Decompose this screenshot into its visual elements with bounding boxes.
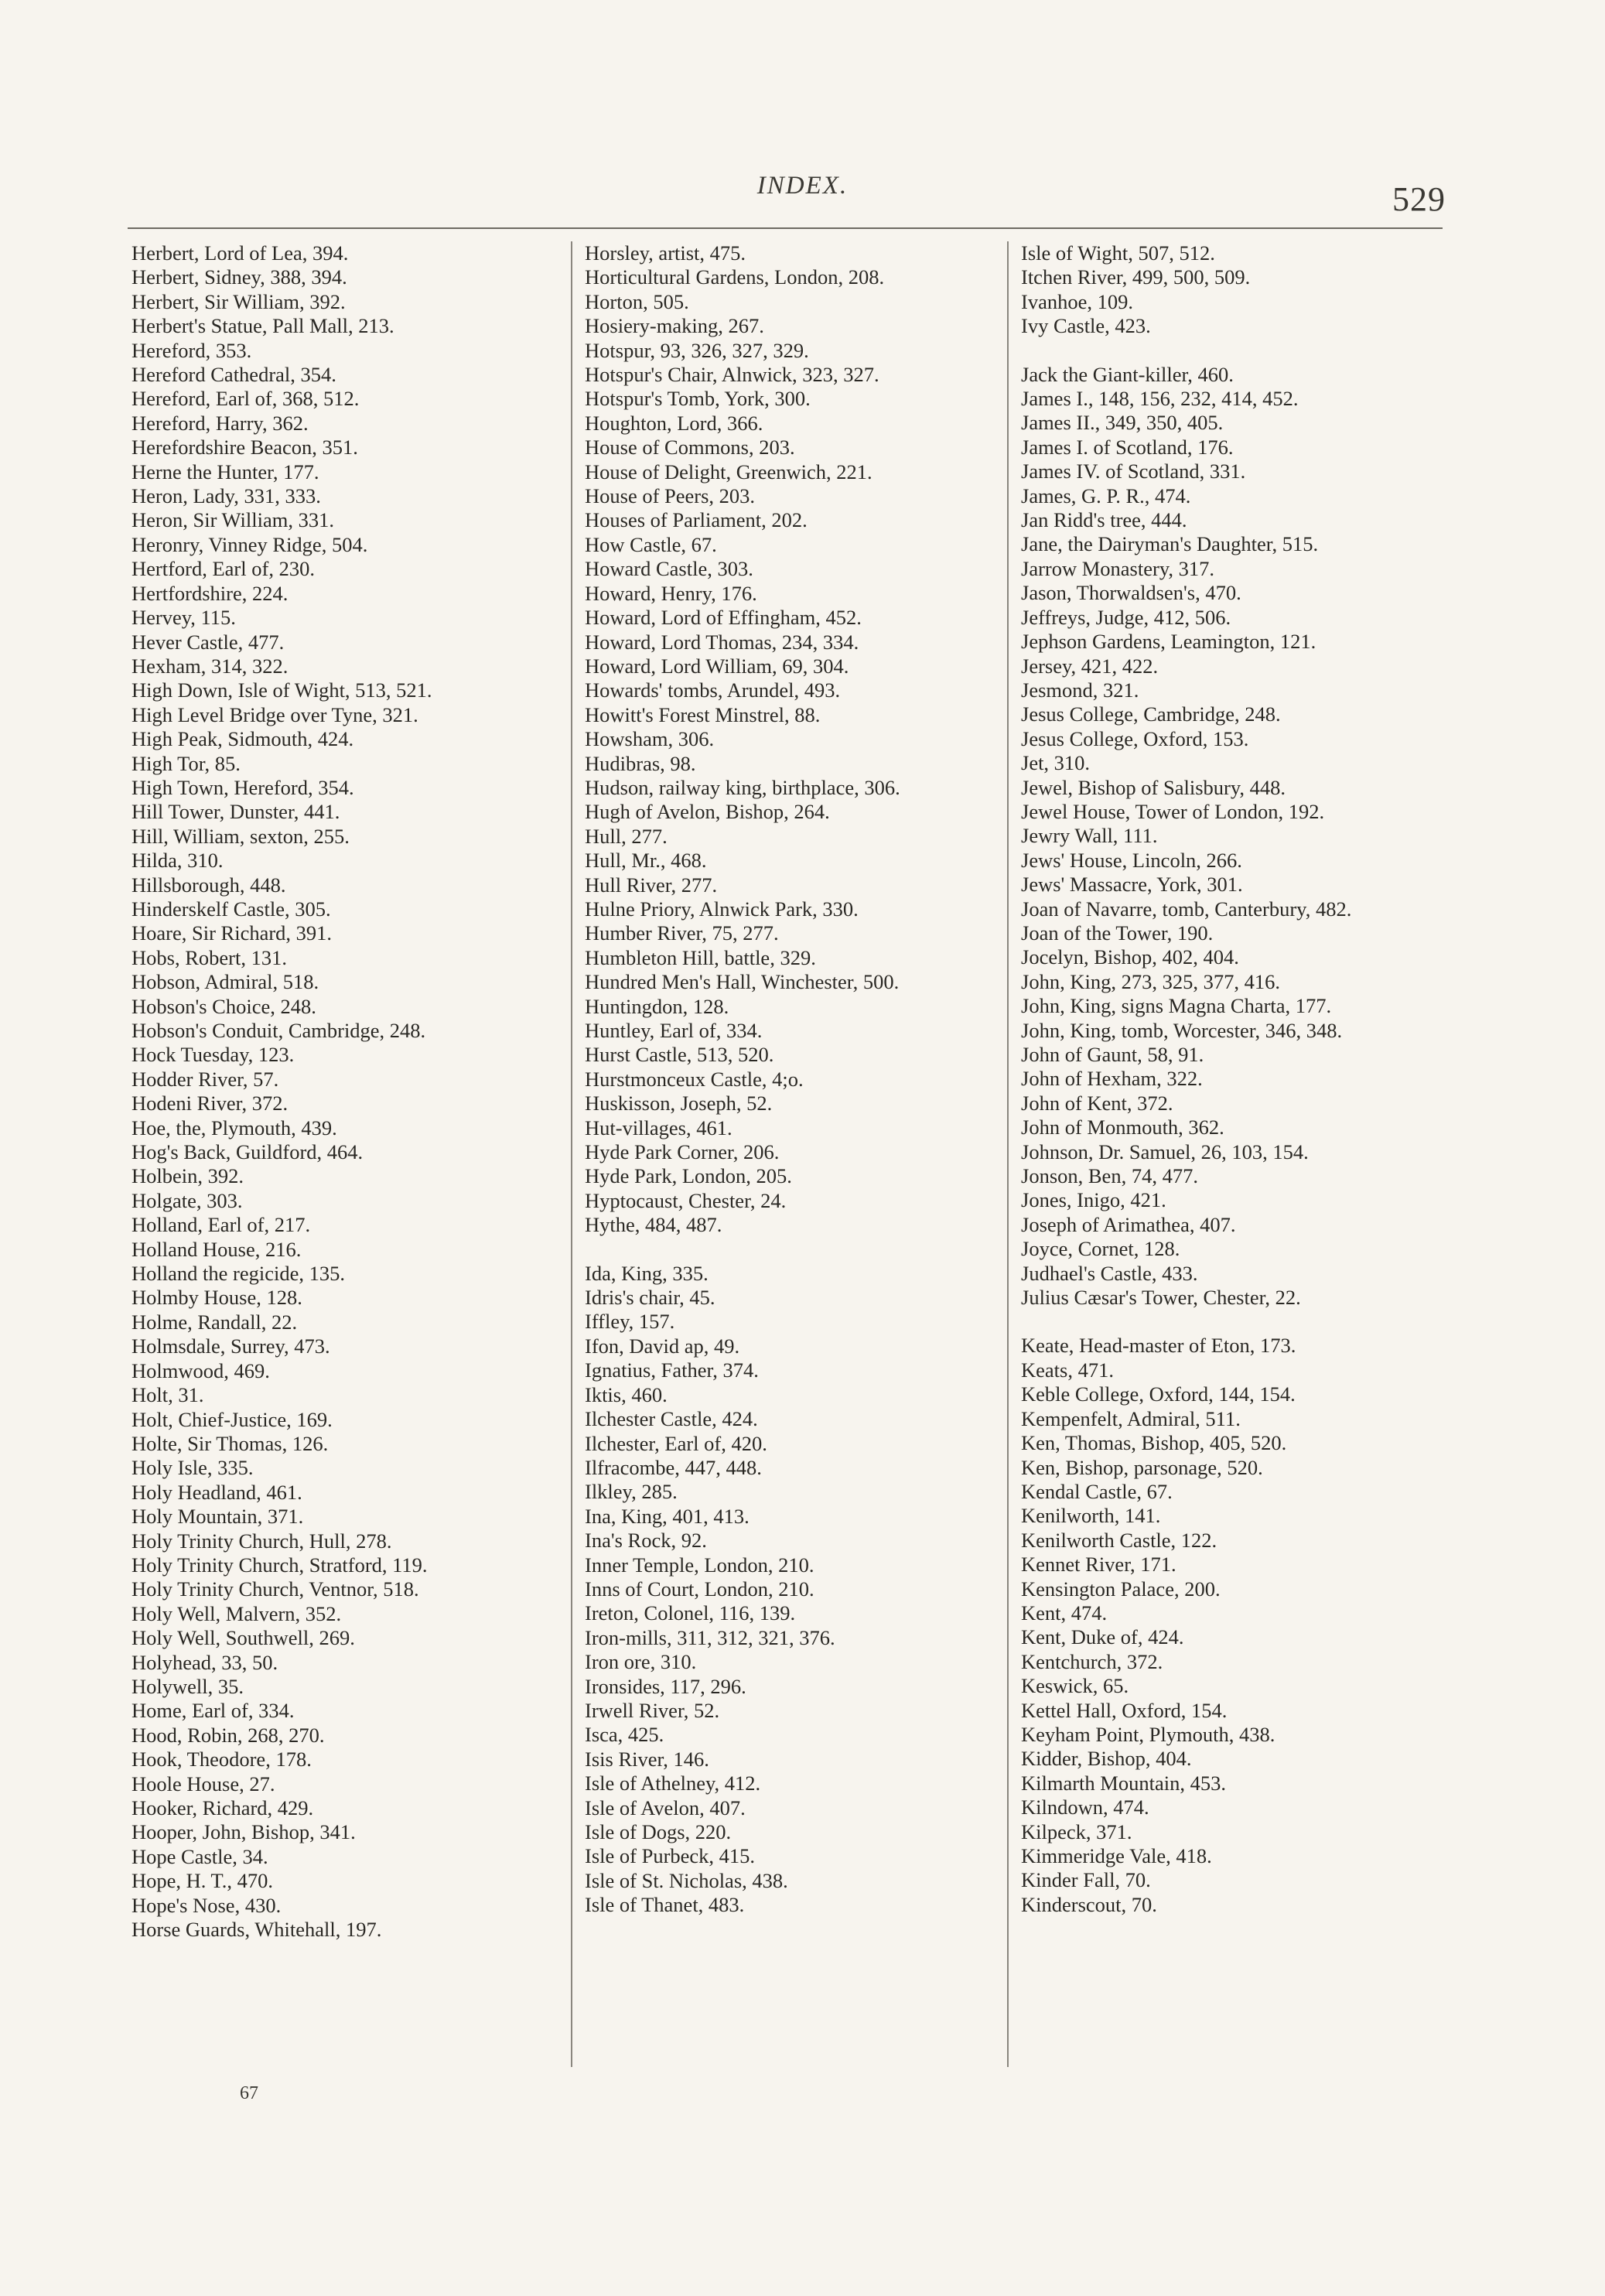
index-entry: Hertfordshire, 224. bbox=[131, 581, 289, 605]
index-entry: Kenilworth, 141. bbox=[1021, 1504, 1161, 1528]
index-entry: Ironsides, 117, 296. bbox=[585, 1674, 746, 1698]
index-entry: Jews' Massacre, York, 301. bbox=[1021, 873, 1243, 897]
index-entry: Hyptocaust, Chester, 24. bbox=[585, 1188, 787, 1212]
index-entry: Hillsborough, 448. bbox=[131, 873, 286, 897]
index-entry: Jet, 310. bbox=[1021, 751, 1091, 775]
index-entry: John of Gaunt, 58, 91. bbox=[1021, 1043, 1204, 1066]
index-entry: John, King, tomb, Worcester, 346, 348. bbox=[1021, 1018, 1343, 1042]
index-entry: Holy Trinity Church, Ventnor, 518. bbox=[131, 1577, 419, 1601]
index-entry: Holy Headland, 461. bbox=[131, 1480, 302, 1504]
index-entry: Ina's Rock, 92. bbox=[585, 1529, 707, 1553]
index-entry: Jewel, Bishop of Salisbury, 448. bbox=[1021, 775, 1286, 799]
index-entry: Jesus College, Cambridge, 248. bbox=[1021, 702, 1281, 726]
index-entry: High Peak, Sidmouth, 424. bbox=[131, 727, 354, 751]
index-entry: Kennet River, 171. bbox=[1021, 1553, 1176, 1577]
index-entry: Holmby House, 128. bbox=[131, 1286, 302, 1310]
index-entry: Huntley, Earl of, 334. bbox=[585, 1019, 763, 1042]
index-entry: Holte, Sir Thomas, 126. bbox=[131, 1431, 329, 1455]
index-entry: Jason, Thorwaldsen's, 470. bbox=[1021, 581, 1241, 605]
index-entry: Hurst Castle, 513, 520. bbox=[585, 1043, 774, 1067]
index-entry: James I. of Scotland, 176. bbox=[1021, 435, 1234, 459]
index-entry: Hereford Cathedral, 354. bbox=[131, 363, 336, 387]
index-entry: Hyde Park Corner, 206. bbox=[585, 1140, 780, 1164]
index-entry: Holy Trinity Church, Hull, 278. bbox=[131, 1529, 392, 1553]
index-entry: Jews' House, Lincoln, 266. bbox=[1021, 848, 1242, 872]
index-entry: Kentchurch, 372. bbox=[1021, 1649, 1163, 1673]
index-entry: Jewel House, Tower of London, 192. bbox=[1021, 799, 1325, 823]
index-entry: Holy Mountain, 371. bbox=[131, 1505, 304, 1529]
index-entry: Howard, Lord Thomas, 234, 334. bbox=[585, 630, 859, 654]
index-entry: Jersey, 421, 422. bbox=[1021, 654, 1159, 678]
index-entry: James, G. P. R., 474. bbox=[1021, 483, 1191, 507]
index-entry: John of Monmouth, 362. bbox=[1021, 1116, 1224, 1139]
index-entry: Kensington Palace, 200. bbox=[1021, 1577, 1221, 1601]
index-entry: Kendal Castle, 67. bbox=[1021, 1479, 1173, 1503]
index-entry: James IV. of Scotland, 331. bbox=[1021, 460, 1246, 483]
index-entry: Hill Tower, Dunster, 441. bbox=[131, 800, 340, 824]
index-entry: Jack the Giant-killer, 460. bbox=[1021, 362, 1234, 386]
index-entry: Hosiery-making, 267. bbox=[585, 314, 764, 338]
index-entry: Julius Cæsar's Tower, Chester, 22. bbox=[1021, 1286, 1301, 1310]
signature-mark: 67 bbox=[240, 2083, 258, 2103]
index-entry: Houghton, Lord, 366. bbox=[585, 411, 763, 435]
index-entry: Ireton, Colonel, 116, 139. bbox=[585, 1601, 796, 1625]
index-entry: How Castle, 67. bbox=[585, 532, 717, 556]
index-entry: Hudson, railway king, birthplace, 306. bbox=[585, 775, 900, 799]
index-column-left bbox=[131, 241, 553, 1942]
index-entry: Herbert, Sidney, 388, 394. bbox=[131, 265, 347, 289]
index-entry: James I., 148, 156, 232, 414, 452. bbox=[1021, 387, 1299, 411]
index-entry: Hull River, 277. bbox=[585, 873, 718, 897]
index-entry: Hope, H. T., 470. bbox=[131, 1869, 274, 1893]
index-entry: Kilmarth Mountain, 453. bbox=[1021, 1771, 1226, 1795]
index-entry: Ignatius, Father, 374. bbox=[585, 1358, 759, 1382]
index-entry: Jane, the Dairyman's Daughter, 515. bbox=[1021, 532, 1319, 556]
index-entry: Holbein, 392. bbox=[131, 1164, 244, 1188]
index-entry: Joan of Navarre, tomb, Canterbury, 482. bbox=[1021, 897, 1352, 921]
index-entry: Ida, King, 335. bbox=[585, 1261, 709, 1285]
index-entry: Herbert, Sir William, 392. bbox=[131, 289, 346, 313]
index-entry: Holy Well, Southwell, 269. bbox=[131, 1626, 355, 1650]
index-entry: John of Kent, 372. bbox=[1021, 1091, 1173, 1115]
index-entry: Joseph of Arimathea, 407. bbox=[1021, 1212, 1236, 1236]
index-entry: Howitt's Forest Minstrel, 88. bbox=[585, 702, 821, 726]
index-entry: Johnson, Dr. Samuel, 26, 103, 154. bbox=[1021, 1139, 1309, 1163]
index-entry: Holland the regicide, 135. bbox=[131, 1262, 345, 1286]
index-entry: Horticultural Gardens, London, 208. bbox=[585, 265, 885, 289]
index-entry: Iron-mills, 311, 312, 321, 376. bbox=[585, 1625, 835, 1649]
index-entry: Holyhead, 33, 50. bbox=[131, 1650, 278, 1674]
index-entry: Holland, Earl of, 217. bbox=[131, 1213, 311, 1237]
index-entry: Hooker, Richard, 429. bbox=[131, 1796, 314, 1819]
index-entry: Jeffreys, Judge, 412, 506. bbox=[1021, 605, 1231, 629]
index-entry: Kempenfelt, Admiral, 511. bbox=[1021, 1406, 1241, 1430]
index-entry: Hill, William, sexton, 255. bbox=[131, 824, 350, 848]
index-entry: Ilkley, 285. bbox=[585, 1480, 678, 1504]
index-entry: Hull, 277. bbox=[585, 824, 668, 848]
index-entry: Hobson's Choice, 248. bbox=[131, 994, 316, 1018]
index-entry: Keswick, 65. bbox=[1021, 1674, 1129, 1698]
index-entry: Holywell, 35. bbox=[131, 1674, 244, 1698]
index-entry: Jesmond, 321. bbox=[1021, 678, 1139, 702]
index-entry: Kent, 474. bbox=[1021, 1601, 1108, 1625]
index-entry: Jocelyn, Bishop, 402, 404. bbox=[1021, 945, 1239, 969]
index-entry: House of Peers, 203. bbox=[585, 484, 756, 508]
index-entry: Hook, Theodore, 178. bbox=[131, 1748, 312, 1772]
index-entry: Kilpeck, 371. bbox=[1021, 1819, 1132, 1843]
index-entry: Hereford, 353. bbox=[131, 338, 252, 362]
index-entry: Ilchester, Earl of, 420. bbox=[585, 1431, 767, 1455]
index-entry: Ifon, David ap, 49. bbox=[585, 1334, 740, 1358]
index-entry: Holy Isle, 335. bbox=[131, 1456, 254, 1480]
index-entry: Humbleton Hill, battle, 329. bbox=[585, 945, 816, 969]
index-entry: Home, Earl of, 334. bbox=[131, 1699, 295, 1723]
index-column-middle bbox=[571, 241, 1022, 2067]
index-entry: Jones, Inigo, 421. bbox=[1021, 1188, 1166, 1212]
index-entry: Hoole House, 27. bbox=[131, 1772, 275, 1795]
index-entry: Howsham, 306. bbox=[585, 727, 715, 751]
index-entry: Hugh of Avelon, Bishop, 264. bbox=[585, 800, 830, 824]
index-entry: Isle of Athelney, 412. bbox=[585, 1772, 761, 1795]
index-entry: Idris's chair, 45. bbox=[585, 1286, 715, 1310]
index-entry: Ilchester Castle, 424. bbox=[585, 1407, 758, 1431]
index-entry: High Level Bridge over Tyne, 321. bbox=[131, 702, 418, 726]
index-entry: Huntingdon, 128. bbox=[585, 994, 729, 1018]
index-entry: Hobson's Conduit, Cambridge, 248. bbox=[131, 1019, 426, 1042]
index-entry: Keyham Point, Plymouth, 438. bbox=[1021, 1722, 1275, 1746]
index-entry: Isle of Dogs, 220. bbox=[585, 1820, 732, 1843]
index-entry: Ivanhoe, 109. bbox=[1021, 289, 1133, 313]
index-entry: Hoe, the, Plymouth, 439. bbox=[131, 1116, 337, 1139]
index-entry: Kilndown, 474. bbox=[1021, 1795, 1149, 1819]
index-entry: Jesus College, Oxford, 153. bbox=[1021, 726, 1249, 750]
index-entry: Hobs, Robert, 131. bbox=[131, 945, 287, 969]
index-entry: Huskisson, Joseph, 52. bbox=[585, 1092, 773, 1116]
index-entry: Kenilworth Castle, 122. bbox=[1021, 1528, 1217, 1552]
index-entry: Hog's Back, Guildford, 464. bbox=[131, 1140, 364, 1164]
index-entry: Howard, Henry, 176. bbox=[585, 581, 757, 605]
index-entry: Holy Well, Malvern, 352. bbox=[131, 1601, 342, 1625]
index-entry: High Down, Isle of Wight, 513, 521. bbox=[131, 678, 432, 702]
index-entry: Howards' tombs, Arundel, 493. bbox=[585, 678, 841, 702]
index-entry: Heronry, Vinney Ridge, 504. bbox=[131, 532, 368, 556]
index-entry: Holmwood, 469. bbox=[131, 1358, 270, 1382]
index-entry: James II., 349, 350, 405. bbox=[1021, 411, 1224, 435]
index-entry: Herbert, Lord of Lea, 394. bbox=[131, 241, 349, 265]
index-entry: Howard, Lord of Effingham, 452. bbox=[585, 606, 862, 630]
index-entry: Inns of Court, London, 210. bbox=[585, 1577, 814, 1601]
index-entry: Ken, Thomas, Bishop, 405, 520. bbox=[1021, 1431, 1287, 1455]
index-entry: Herbert's Statue, Pall Mall, 213. bbox=[131, 314, 394, 338]
index-entry: Inner Temple, London, 210. bbox=[585, 1553, 814, 1577]
index-entry: Ivy Castle, 423. bbox=[1021, 314, 1151, 338]
index-entry: Hodder River, 57. bbox=[131, 1067, 279, 1091]
index-entry: Kent, Duke of, 424. bbox=[1021, 1625, 1184, 1649]
index-entry: Holt, 31. bbox=[131, 1383, 204, 1407]
index-entry: High Tor, 85. bbox=[131, 751, 241, 775]
index-entry: Hut-villages, 461. bbox=[585, 1116, 732, 1139]
index-entry: Horse Guards, Whitehall, 197. bbox=[131, 1918, 382, 1942]
index-entry: Hood, Robin, 268, 270. bbox=[131, 1723, 325, 1747]
index-entry: Jephson Gardens, Leamington, 121. bbox=[1021, 630, 1316, 654]
index-entry: Judhael's Castle, 433. bbox=[1021, 1261, 1198, 1285]
index-entry: Isle of Wight, 507, 512. bbox=[1021, 241, 1215, 265]
index-entry: Hurstmonceux Castle, 4;o. bbox=[585, 1067, 804, 1091]
index-entry: Itchen River, 499, 500, 509. bbox=[1021, 265, 1251, 289]
index-entry: Horton, 505. bbox=[585, 289, 689, 313]
index-entry: Hyde Park, London, 205. bbox=[585, 1164, 792, 1188]
index-entry: Kettel Hall, Oxford, 154. bbox=[1021, 1698, 1228, 1722]
index-entry: Keate, Head-master of Eton, 173. bbox=[1021, 1334, 1296, 1358]
index-entry: Irwell River, 52. bbox=[585, 1698, 720, 1722]
index-entry: Iktis, 460. bbox=[585, 1382, 668, 1406]
index-entry: Holt, Chief-Justice, 169. bbox=[131, 1407, 333, 1431]
index-entry: Holy Trinity Church, Stratford, 119. bbox=[131, 1553, 428, 1577]
index-entry: Jan Ridd's tree, 444. bbox=[1021, 508, 1187, 532]
index-entry: Isle of Purbeck, 415. bbox=[585, 1844, 756, 1868]
index-entry: Ilfracombe, 447, 448. bbox=[585, 1455, 762, 1479]
index-entry: Hotspur's Chair, Alnwick, 323, 327. bbox=[585, 363, 879, 387]
index-entry: Hervey, 115. bbox=[131, 606, 236, 630]
running-header-title: INDEX. bbox=[756, 172, 849, 200]
index-entry: Hulne Priory, Alnwick Park, 330. bbox=[585, 897, 859, 921]
index-entry: House of Delight, Greenwich, 221. bbox=[585, 460, 873, 483]
index-entry: Houses of Parliament, 202. bbox=[585, 508, 808, 532]
index-entry: Kinder Fall, 70. bbox=[1021, 1868, 1151, 1892]
index-entry: John, King, signs Magna Charta, 177. bbox=[1021, 994, 1332, 1018]
index-entry: Heron, Lady, 331, 333. bbox=[131, 484, 321, 508]
index-entry: Hertford, Earl of, 230. bbox=[131, 557, 315, 581]
index-entry: Isle of Thanet, 483. bbox=[585, 1893, 745, 1917]
index-entry: Hereford, Harry, 362. bbox=[131, 411, 309, 435]
index-entry: High Town, Hereford, 354. bbox=[131, 775, 354, 799]
index-entry: Hobson, Admiral, 518. bbox=[131, 970, 319, 994]
index-entry: Humber River, 75, 277. bbox=[585, 921, 779, 945]
index-entry: Joyce, Cornet, 128. bbox=[1021, 1237, 1180, 1261]
index-entry: Holmsdale, Surrey, 473. bbox=[131, 1334, 330, 1358]
index-entry: Holgate, 303. bbox=[131, 1188, 243, 1212]
index-entry: Hinderskelf Castle, 305. bbox=[131, 897, 331, 921]
index-entry: John of Hexham, 322. bbox=[1021, 1067, 1203, 1091]
index-entry: Hever Castle, 477. bbox=[131, 630, 285, 654]
index-entry: Isis River, 146. bbox=[585, 1747, 709, 1771]
index-entry: Hythe, 484, 487. bbox=[585, 1213, 722, 1237]
index-entry: Hock Tuesday, 123. bbox=[131, 1043, 295, 1067]
index-entry: Keats, 471. bbox=[1021, 1358, 1114, 1382]
index-entry: Horsley, artist, 475. bbox=[585, 241, 746, 265]
index-entry: Hope Castle, 34. bbox=[131, 1844, 268, 1868]
index-entry: Hudibras, 98. bbox=[585, 751, 696, 775]
index-entry: Joan of the Tower, 190. bbox=[1021, 921, 1214, 945]
index-entry: House of Commons, 203. bbox=[585, 436, 795, 460]
index-entry: Isle of Avelon, 407. bbox=[585, 1795, 746, 1819]
index-entry: Hull, Mr., 468. bbox=[585, 849, 707, 873]
index-entry: Holland House, 216. bbox=[131, 1237, 302, 1261]
index-entry: Jonson, Ben, 74, 477. bbox=[1021, 1164, 1198, 1188]
index-entry: Isca, 425. bbox=[585, 1723, 664, 1747]
index-entry: Hundred Men's Hall, Winchester, 500. bbox=[585, 970, 900, 994]
index-entry: Ken, Bishop, parsonage, 520. bbox=[1021, 1455, 1263, 1479]
index-column-right bbox=[1007, 241, 1454, 2067]
index-entry: Herne the Hunter, 177. bbox=[131, 460, 319, 483]
index-entry: Kimmeridge Vale, 418. bbox=[1021, 1844, 1212, 1867]
index-entry: John, King, 273, 325, 377, 416. bbox=[1021, 969, 1280, 993]
index-entry: Howard Castle, 303. bbox=[585, 557, 753, 581]
index-entry: Kinderscout, 70. bbox=[1021, 1892, 1157, 1916]
index-entry: Iron ore, 310. bbox=[585, 1650, 697, 1674]
index-entry: Iffley, 157. bbox=[585, 1310, 675, 1334]
index-entry: Keble College, Oxford, 144, 154. bbox=[1021, 1382, 1296, 1406]
index-entry: Holme, Randall, 22. bbox=[131, 1310, 298, 1334]
header-rule bbox=[128, 227, 1443, 229]
index-entry: Isle of St. Nicholas, 438. bbox=[585, 1868, 788, 1892]
index-entry: Hilda, 310. bbox=[131, 849, 224, 873]
index-entry: Hotspur's Tomb, York, 300. bbox=[585, 387, 811, 411]
index-entry: Hotspur, 93, 326, 327, 329. bbox=[585, 338, 809, 362]
index-entry: Hoare, Sir Richard, 391. bbox=[131, 921, 333, 945]
page-number: 529 bbox=[1392, 180, 1446, 218]
index-entry: Howard, Lord William, 69, 304. bbox=[585, 654, 849, 678]
index-entry: Kidder, Bishop, 404. bbox=[1021, 1747, 1192, 1771]
index-entry: Hexham, 314, 322. bbox=[131, 654, 289, 678]
index-entry: Hope's Nose, 430. bbox=[131, 1893, 282, 1917]
index-entry: Ina, King, 401, 413. bbox=[585, 1504, 750, 1528]
index-entry: Jarrow Monastery, 317. bbox=[1021, 556, 1214, 580]
index-entry: Jewry Wall, 111. bbox=[1021, 824, 1158, 848]
index-entry: Herefordshire Beacon, 351. bbox=[131, 436, 358, 460]
index-entry: Hooper, John, Bishop, 341. bbox=[131, 1820, 356, 1844]
index-entry: Hereford, Earl of, 368, 512. bbox=[131, 387, 360, 411]
index-entry: Heron, Sir William, 331. bbox=[131, 508, 334, 532]
index-entry: Hodeni River, 372. bbox=[131, 1092, 289, 1116]
